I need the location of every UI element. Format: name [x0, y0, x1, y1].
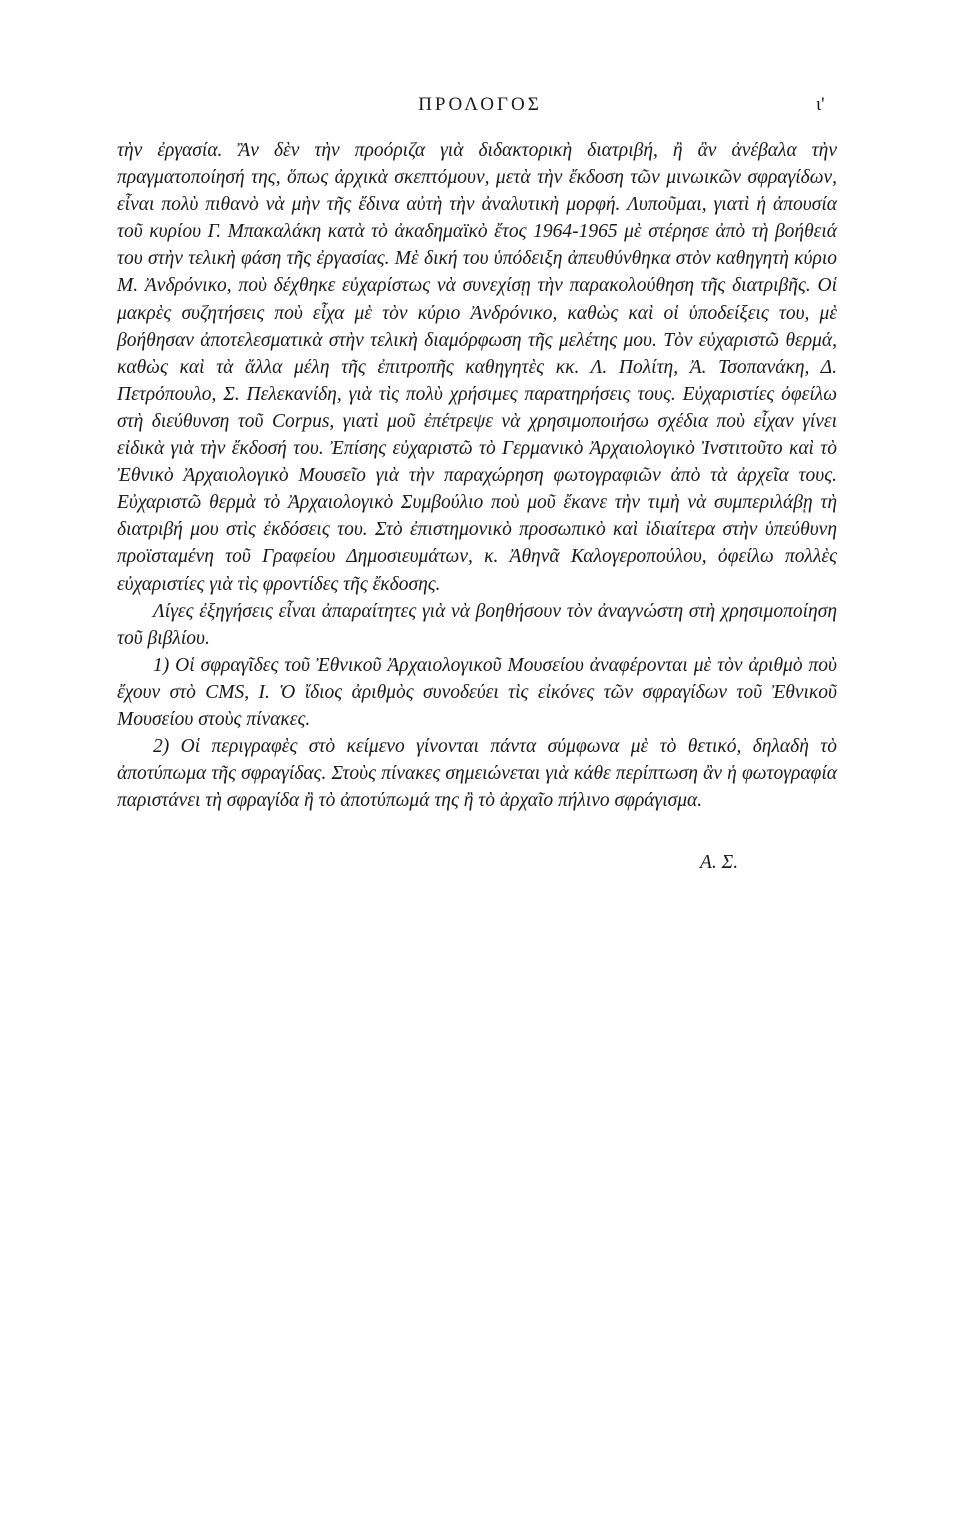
author-initials: Α. Σ.	[700, 852, 739, 873]
paragraph-note-1: 1) Οἱ σφραγῖδες τοῦ Ἐθνικοῦ Ἀρχαιολογικοῦ Μουσείου ἀναφέρονται μὲ τὸν ἀριθμὸ ποὺ ἔχουν στὸ CMS, I. Ὁ ἴδιος ἀριθμὸς συνοδεύει τὶς εἰκόνες τῶν σφραγίδων τοῦ Ἐθνικοῦ Μουσείου στοὺς πίνακες.	[117, 654, 837, 730]
paragraph-acknowledgements: τὴν ἐργασία. Ἂν δὲν τὴν προόριζα γιὰ διδακτορικὴ διατριβή, ἢ ἂν ἀνέβαλα τὴν πραγματοποίησή της, ὅπως ἀρχικὰ σκεπτόμουν, μετὰ τὴν ἔκδοση τῶν μινωικῶν σφραγίδων, εἶναι πολὺ πιθανὸ νὰ μὴν τῆς ἔδινα αὐτὴ τὴν ἀναλυτικὴ μορφή. Λυποῦμαι, γιατὶ ἡ ἀπουσία τοῦ κυρίου Γ. Μπακαλάκη κατὰ τὸ ἀκαδημαϊκὸ ἔτος 1964-1965 μὲ στέρησε ἀπὸ τὴ βοήθειά του στὴν τελικὴ φάση τῆς ἐργασίας. Μὲ δική του ὑπόδειξη ἀπευθύνθηκα στὸν καθηγητὴ κύριο Μ. Ἀνδρόνικο, ποὺ δέχθηκε εὐχαρίστως νὰ συνεχίσῃ τὴν παρακολούθηση τῆς διατριβῆς. Οἱ μακρὲς συζητήσεις ποὺ εἶχα μὲ τὸν κύριο Ἀνδρόνικο, καθὼς καὶ οἱ ὑποδείξεις του, μὲ βοήθησαν ἀποτελεσματικὰ στὴν τελικὴ διαμόρφωση τῆς μελέτης μου. Τὸν εὐχαριστῶ θερμά, καθὼς καὶ τὰ ἄλλα μέλη τῆς ἐπιτροπῆς καθηγητὲς κκ. Λ. Πολίτη, Ἀ. Τσοπανάκη, Δ. Πετρόπουλο, Σ. Πελεκανίδη, γιὰ τὶς πολὺ χρήσιμες παρατηρήσεις τους. Εὐχαριστίες ὀφείλω στὴ διεύθυνση τοῦ Corpus, γιατὶ μοῦ ἐπέτρεψε νὰ χρησιμοποιήσω σχέδια ποὺ εἶχαν γίνει εἰδικὰ γιὰ τὴν ἔκδοσή του. Ἐπίσης εὐχαριστῶ τὸ Γερμανικὸ Ἀρχαιολογικὸ Ἰνστιτοῦτο καὶ τὸ Ἐθνικὸ Ἀρχαιολογικὸ Μουσεῖο γιὰ τὴν παραχώρηση φωτογραφιῶν ἀπὸ τὰ ἀρχεῖα τους. Εὐχαριστῶ θερμὰ τὸ Ἀρχαιολογικὸ Συμβούλιο ποὺ μοῦ ἔκανε τὴν τιμὴ νὰ συμπεριλάβῃ τὴ διατριβή μου στὶς ἐκδόσεις του. Στὸ ἐπιστημονικὸ προσωπικὸ καὶ ἰδιαίτερα στὴν ὑπεύθυνη προϊσταμένη τοῦ Γραφείου Δημοσιευμάτων, κ. Ἀθηνᾶ Καλογεροπούλου, ὀφείλω πολλὲς εὐχαριστίες γιὰ τὶς φροντίδες τῆς ἔκδοσης.	[117, 140, 837, 595]
running-head	[0, 94, 960, 124]
paragraph-note-2: 2) Οἱ περιγραφὲς στὸ κείμενο γίνονται πάντα σύμφωνα μὲ τὸ θετικό, δηλαδὴ τὸ ἀποτύπωμα τῆς σφραγίδας. Στοὺς πίνακες σημειώνεται γιὰ κάθε περίπτωση ἂν ἡ φωτογραφία παριστάνει τὴ σφραγίδα ἢ τὸ ἀποτύπωμά της ἢ τὸ ἀρχαῖο πήλινο σφράγισμα.	[117, 736, 837, 812]
page-number: ι'	[816, 94, 825, 115]
paragraph-explanations-intro: Λίγες ἐξηγήσεις εἶναι ἀπαραίτητες γιὰ νὰ βοηθήσουν τὸν ἀναγνώστη στὴ χρησιμοποίηση τοῦ βιβλίου.	[117, 600, 837, 649]
running-title: ΠΡΟΛΟΓΟΣ	[418, 94, 542, 115]
body-text	[117, 137, 837, 814]
